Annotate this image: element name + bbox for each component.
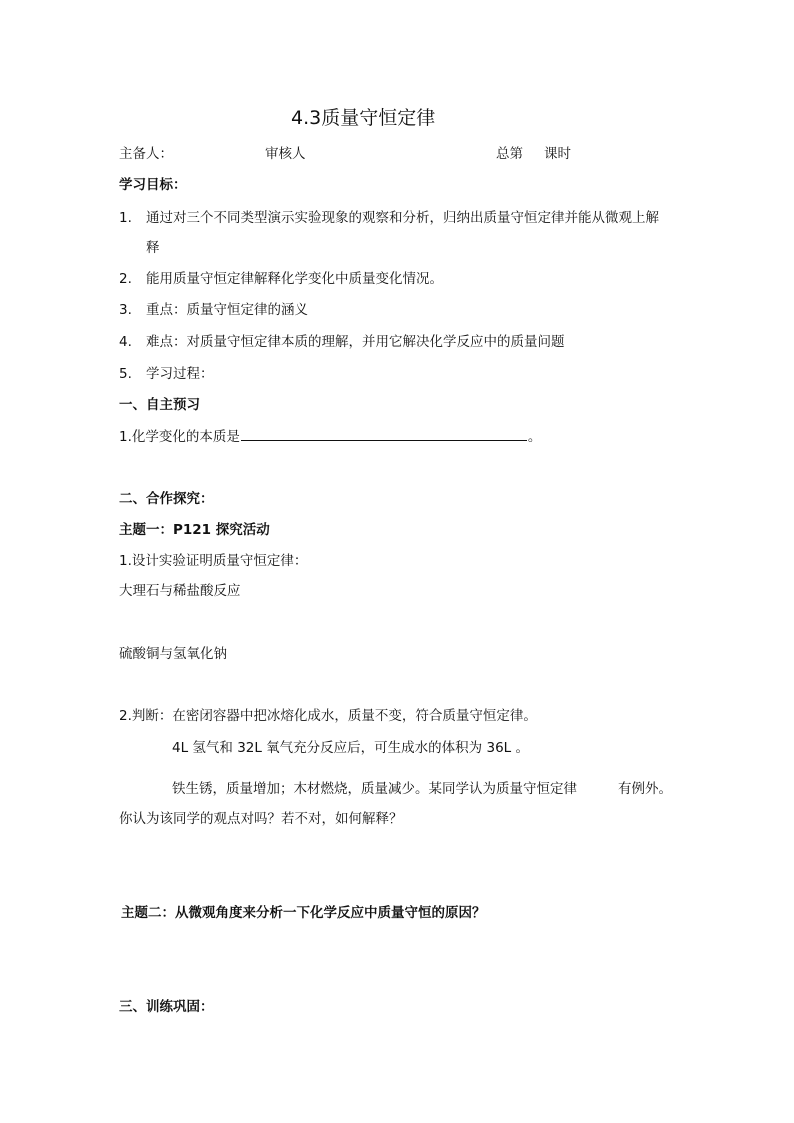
objective-text: 难点：对质量守恒定律本质的理解，并用它解决化学反应中的质量问题: [146, 334, 565, 350]
experiment-2: 硫酸铜与氢氧化钠: [119, 646, 227, 662]
judge-statement-b: 4L 氢气和 32L 氧气充分反应后，可生成水的体积为 36L 。: [172, 740, 529, 756]
judge-statement-a: 2.判断：在密闭容器中把冰熔化成水，质量不变，符合质量守恒定律。: [119, 708, 537, 724]
page-title: 4.3质量守恒定律: [291, 107, 436, 129]
design-question: 1.设计实验证明质量守恒定律：: [119, 553, 308, 569]
section2-heading: 二、合作探究：: [119, 491, 214, 507]
lesson-label: 课时: [544, 146, 571, 162]
section1-heading: 一、自主预习: [119, 397, 200, 413]
total-label: 总第: [496, 146, 523, 162]
objective-text: 重点：质量守恒定律的涵义: [146, 302, 308, 318]
objective-text: 能用质量守恒定律解释化学变化中质量变化情况。: [146, 271, 443, 287]
question-suffix: 。: [527, 429, 542, 445]
section3-heading: 三、训练巩固：: [119, 999, 214, 1015]
judge-statement-c-end: 有例外。: [618, 781, 672, 797]
objective-num: 5.: [119, 366, 132, 382]
experiment-1: 大理石与稀盐酸反应: [119, 583, 241, 599]
objective-text: 学习过程：: [146, 366, 214, 382]
question-prefix: 1.化学变化的本质是: [119, 429, 240, 445]
judge-statement-c: 铁生锈，质量增加；木材燃烧，质量减少。某同学认为质量守恒定律: [172, 781, 577, 797]
answer-blank[interactable]: [241, 427, 527, 441]
objective-num: 4.: [119, 334, 132, 350]
objective-text: 通过对三个不同类型演示实验现象的观察和分析，归纳出质量守恒定律并能从微观上解: [146, 210, 659, 226]
reviewer-label: 审核人: [265, 146, 306, 162]
fill-in-question: [119, 427, 541, 446]
objective-num: 3.: [119, 302, 132, 318]
topic2-heading: 主题二：从微观角度来分析一下化学反应中质量守恒的原因？: [121, 905, 486, 921]
judge-question: 你认为该同学的观点对吗？若不对，如何解释？: [119, 811, 403, 827]
objective-num: 1.: [119, 210, 132, 226]
preparer-label: 主备人：: [119, 146, 173, 162]
objective-text-cont: 释: [146, 240, 160, 256]
objectives-heading: 学习目标：: [119, 177, 187, 193]
topic1-heading: 主题一：P121 探究活动: [119, 522, 270, 538]
objective-num: 2.: [119, 271, 132, 287]
